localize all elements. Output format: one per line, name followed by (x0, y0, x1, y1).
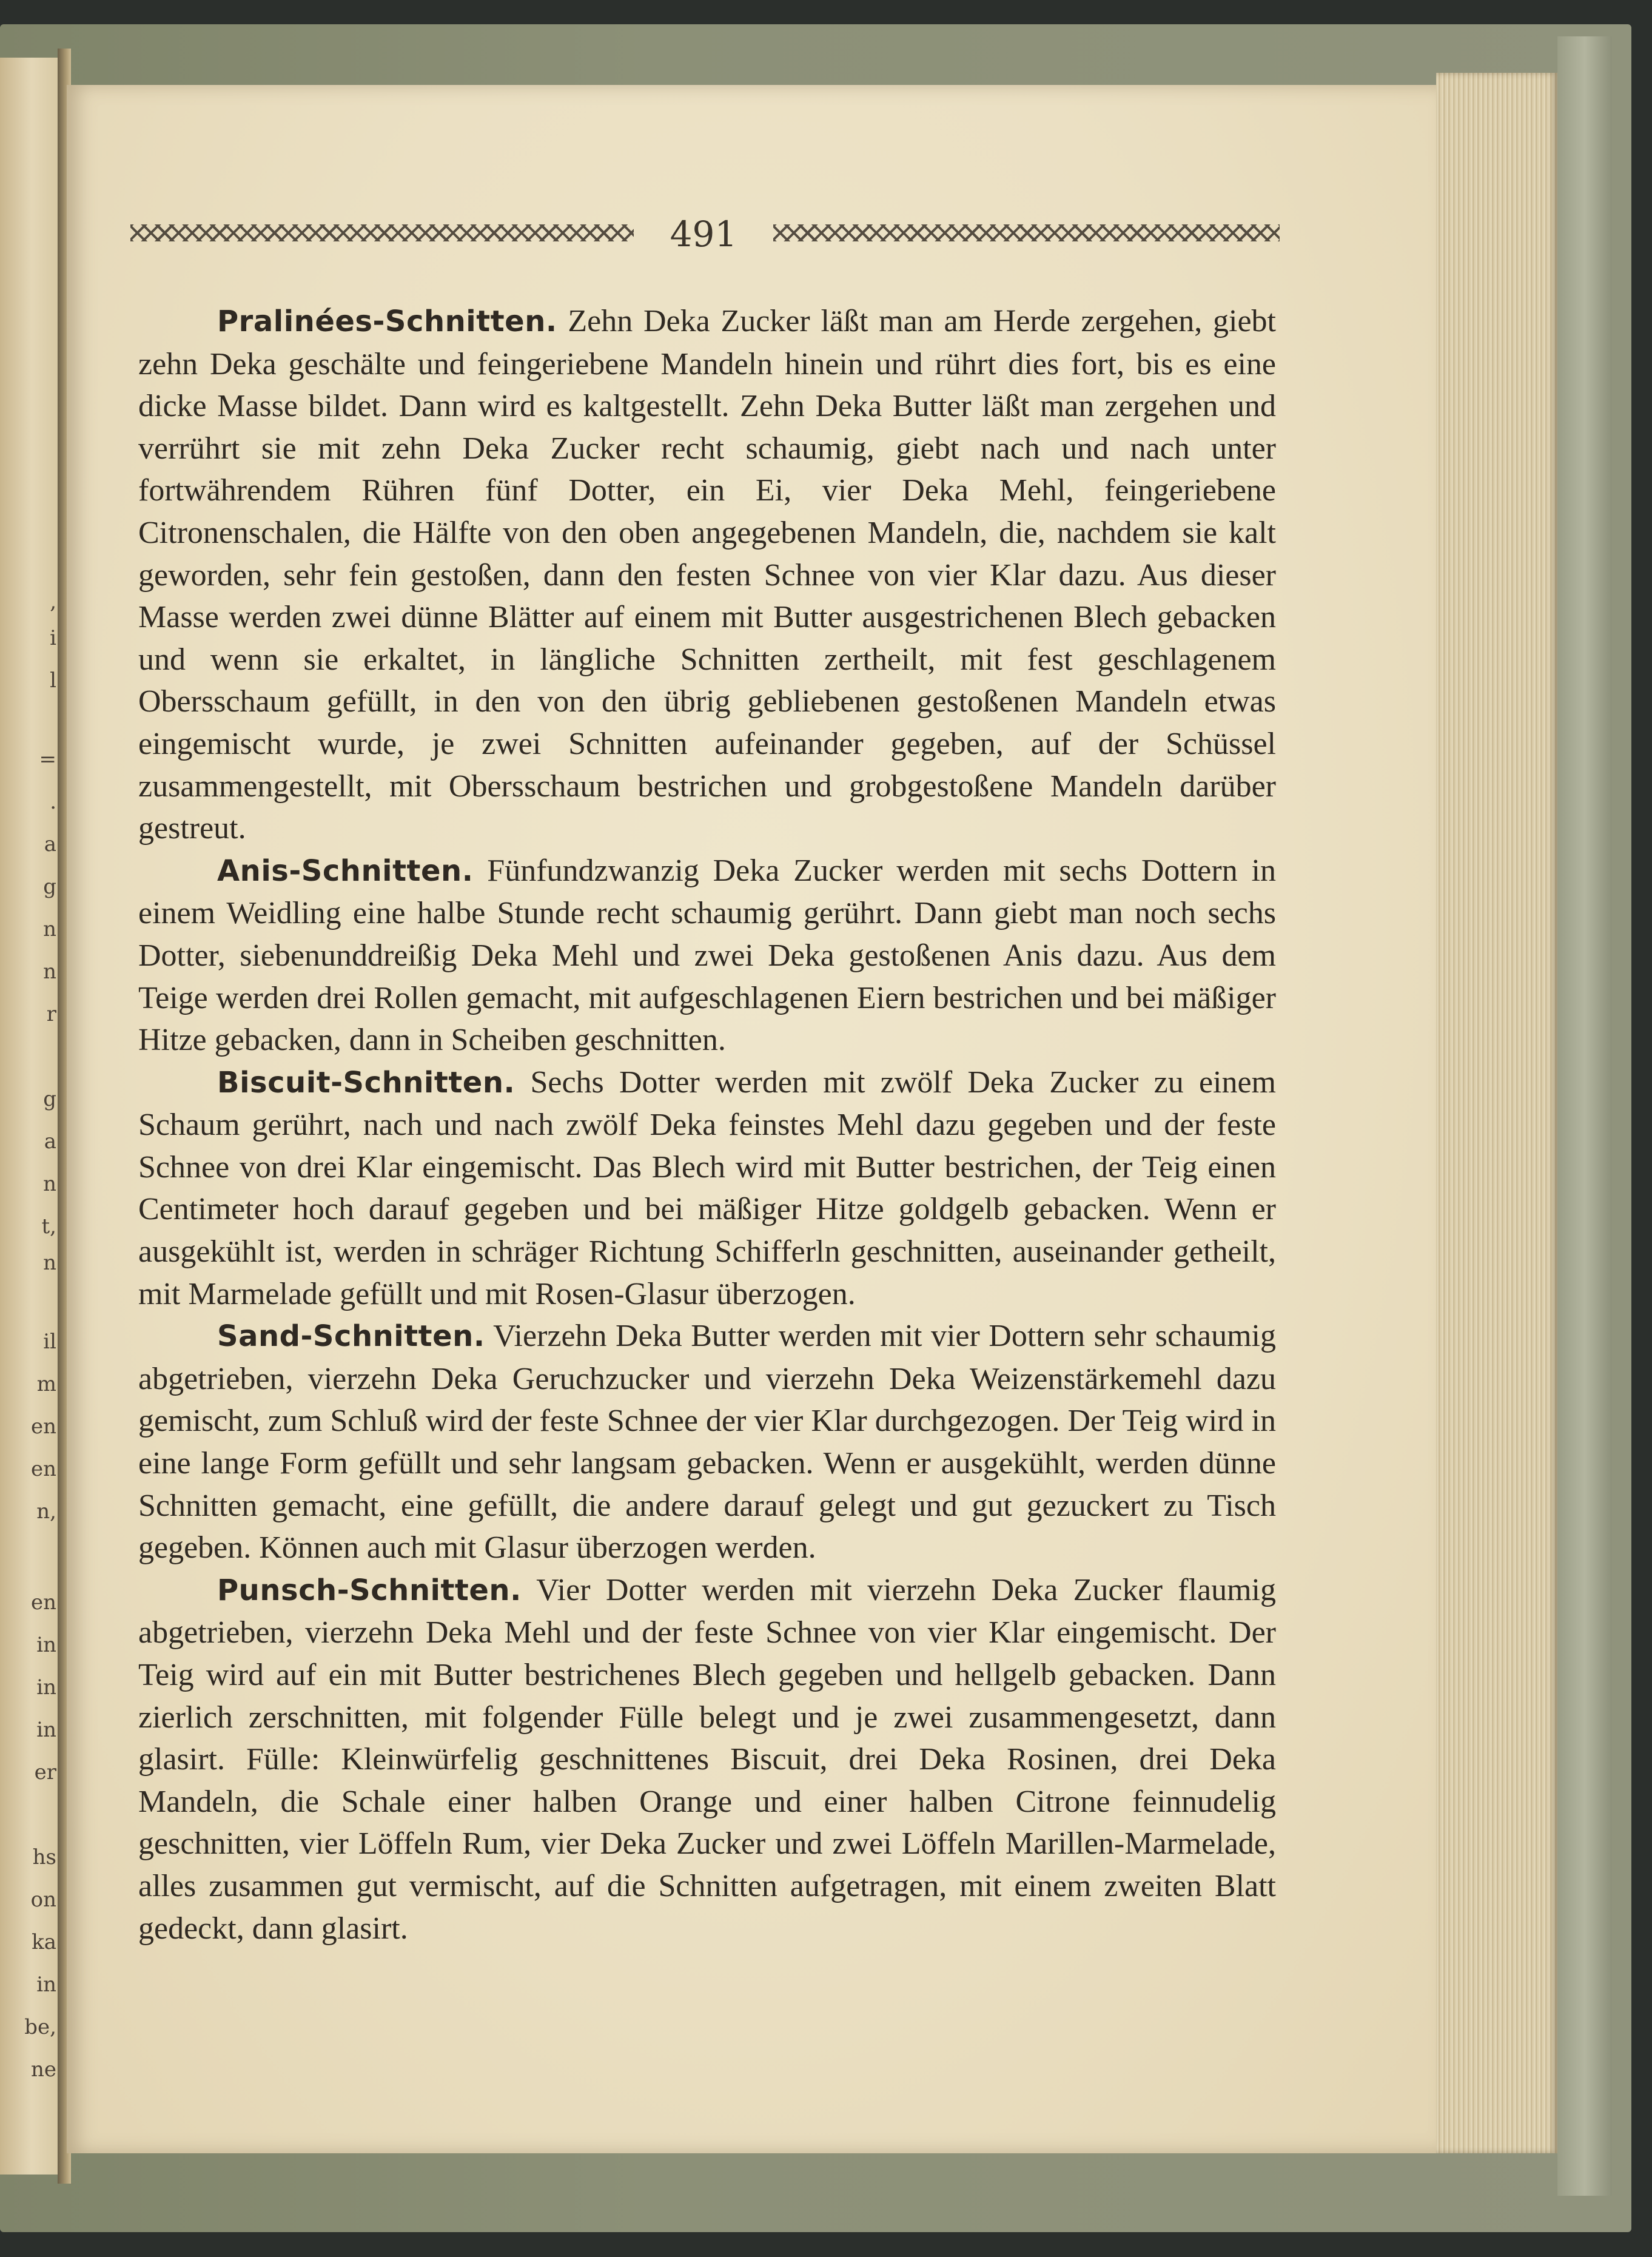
previous-page-edge (0, 58, 58, 2175)
book-spine (1557, 36, 1612, 2196)
recipe-text: Fünfundzwanzig Deka Zucker werden mit sechs Dottern in einem Weidling eine halbe Stunde recht schaumig gerührt. Dann giebt man noch sechs Dotter, siebenunddreißig Deka Mehl und zwei Deka gestoßenen Anis dazu. Aus dem Teige werden drei Rollen gemacht, mit aufgeschlagenen Eiern bestrichen und bei mäßiger Hitze gebacken, dann in Scheiben geschnitten. (138, 853, 1276, 1058)
recipe-title: Punsch-Schnitten. (217, 1573, 522, 1607)
left-page-fragment: en (30, 1414, 56, 1439)
left-page-fragment: r (46, 1002, 56, 1026)
recipe-anis (138, 850, 1276, 1061)
left-page-fragment: in (36, 1973, 56, 1997)
recipe-text: Vier Dotter werden mit vierzehn Deka Zucker flaumig abgetrieben, vierzehn Deka Mehl und der feste Schnee von vier Klar eingemischt. Der Teig wird auf ein mit Butter bestrichenes Blech gegeben und hellgelb gebacken. Dann zierlich zerschnitten, mit folgender Fülle belegt und je zwei zusammengesetzt, dann glasirt. Fülle: Kleinwürfelig geschnittenes Biscuit, drei Deka Rosinen, drei Deka Mandeln, die Schale einer halben Orange und einer halben Citrone feinnudelig geschnitten, vier Löffeln Rum, vier Deka Zucker und zwei Löffeln Marillen-Marmelade, alles zusammen gut vermischt, auf die Schnitten aufgetragen, mit einem zweiten Blatt gedeckt, dann glasirt. (138, 1572, 1277, 1946)
left-page-fragment: in (36, 1633, 56, 1657)
header-ornament-left (130, 224, 634, 241)
recipe-punsch (138, 1569, 1276, 1949)
header-ornament-right (773, 224, 1280, 241)
left-page-fragment: g (43, 875, 56, 899)
running-header (130, 214, 1280, 255)
left-page-fragment: ne (30, 2057, 56, 2082)
left-page-fragment: in (36, 1718, 56, 1742)
recipe-text: Zehn Deka Zucker läßt man am Herde zergehen, giebt zehn Deka geschälte und feingeriebene Mandeln hinein und rührt dies fort, bis es eine dicke Masse bildet. Dann wird es kaltgestellt. Zehn Deka Butter läßt man zergehen und verrührt sie mit zehn Deka Zucker recht schaumig, giebt nach und nach unter fortwährendem Rühren fünf Dotter, ein Ei, vier Deka Mehl, feingeriebene Citronenschalen, die Hälfte von den oben angegebenen Mandeln, die, nachdem sie kalt geworden, sehr fein gestoßen, dann den festen Schnee von vier Klar dazu. Aus dieser Masse werden zwei dünne Blätter auf einem mit Butter ausgestrichenen Blech gebacken und wenn sie erkaltet, in längliche Schnitten zertheilt, mit fest geschlagenem Obersschaum gefüllt, in den von den übrig gebliebenen gestoßenen Mandeln etwas eingemischt wurde, je zwei Schnitten aufeinander gegeben, auf der Schüssel zusammengestellt, mit Obersschaum bestrichen und grobgestoßene Mandeln darüber gestreut. (138, 304, 1276, 846)
left-page-fragment: il (43, 1330, 56, 1354)
left-page-fragment: en (30, 1457, 56, 1481)
left-page-fragment: l (50, 668, 56, 693)
left-page-fragment: = (39, 747, 56, 772)
left-page-fragment: n (43, 1172, 56, 1196)
left-page-fragment: on (30, 1888, 56, 1912)
left-page-fragment: in (36, 1675, 56, 1700)
left-page-fragment: n, (36, 1499, 56, 1524)
left-page-fragment: , (50, 590, 56, 614)
left-page-fragment: n (43, 917, 56, 941)
left-page-fragment: i (50, 626, 56, 650)
recipe-biscuit (138, 1061, 1276, 1316)
left-page-fragment: g (43, 1087, 56, 1111)
left-page-fragment: n (43, 1251, 56, 1275)
left-page-fragment: m (36, 1372, 56, 1396)
left-page-fragment: a (44, 832, 56, 856)
recipe-text: Vierzehn Deka Butter werden mit vier Dottern sehr schaumig abgetrieben, vierzehn Deka Geruchzucker und vierzehn Deka Weizenstärkemehl dazu gemischt, zum Schluß wird der feste Schnee der vier Klar durchgezogen. Der Teig wird in eine lange Form gefüllt und sehr langsam gebacken. Wenn er ausgekühlt, werden dünne Schnitten gemacht, eine gefüllt, die andere darauf gelegt und gut gezuckert zu Tisch gegeben. Können auch mit Glasur überzogen werden. (138, 1319, 1276, 1566)
recipe-sand (138, 1315, 1276, 1569)
left-page-fragment: en (30, 1590, 56, 1615)
left-page-fragment: be, (24, 2015, 56, 2039)
left-page-fragment: n (43, 960, 56, 984)
page-number: 491 (670, 214, 737, 255)
left-page-fragment: hs (32, 1845, 56, 1869)
recipe-title: Anis-Schnitten. (217, 853, 474, 888)
left-page-fragment: a (44, 1129, 56, 1154)
recipe-title: Sand-Schnitten. (217, 1319, 485, 1354)
recipe-title: Biscuit-Schnitten. (217, 1065, 515, 1100)
page-body (138, 300, 1276, 1949)
recipe-title: Pralinées-Schnitten. (217, 304, 557, 338)
left-page-fragment: . (50, 790, 56, 814)
page-edges-stack (1436, 73, 1557, 2153)
left-page-fragment: t, (41, 1214, 56, 1239)
recipe-pralinees (138, 300, 1276, 850)
recipe-text: Sechs Dotter werden mit zwölf Deka Zucker zu einem Schaum gerührt, nach und nach zwölf Deka feinstes Mehl dazu gegeben und der feste Schnee von drei Klar eingemischt. Das Blech wird mit Butter bestrichen, der Teig einen Centimeter hoch darauf gegeben und bei mäßiger Hitze goldgelb gebacken. Wenn er ausgekühlt ist, werden in schräger Richtung Schifferln geschnitten, auseinander getheilt, mit Marmelade gefüllt und mit Rosen-Glasur überzogen. (138, 1065, 1277, 1311)
left-page-fragment: er (34, 1760, 56, 1784)
left-page-fragment: ka (32, 1930, 56, 1954)
